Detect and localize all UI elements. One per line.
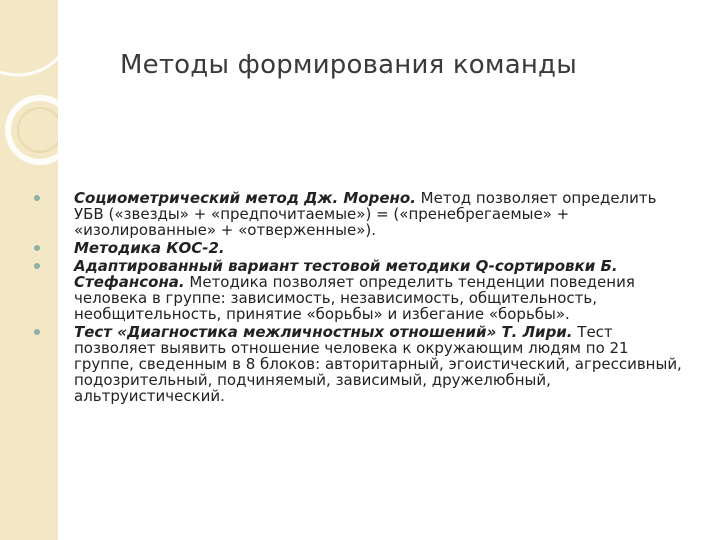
bullet-icon bbox=[28, 324, 74, 340]
item-emphasis: Социометрический метод Дж. Морено. bbox=[74, 189, 416, 207]
item-text bbox=[74, 240, 683, 256]
item-text bbox=[74, 190, 683, 238]
item-body: Метод позволяет определить УБВ («звезды» + «предпочитаемые») = («пренебрегаемые» + «изолированные» + «отверженные»). bbox=[74, 189, 657, 239]
bullet-icon bbox=[28, 258, 74, 274]
slide-title: Методы формирования команды bbox=[120, 50, 577, 80]
item-emphasis: Адаптированный вариант тестовой методики Q-сортировки Б. Стефансона. bbox=[74, 257, 618, 291]
item-emphasis: Тест «Диагностика межличностных отношений» Т. Лири. bbox=[74, 323, 573, 341]
item-emphasis: Методика КОС-2. bbox=[74, 239, 225, 257]
list-item bbox=[28, 240, 683, 256]
item-text bbox=[74, 258, 683, 322]
list-item bbox=[28, 258, 683, 322]
bullet-icon bbox=[28, 190, 74, 206]
item-text bbox=[74, 324, 683, 404]
item-body: Тест позволяет выявить отношение человека к окружающим людям по 21 группе, сведенным в 8 блоков: авторитарный, эгоистический, агрессивный, подозрительный, подчиняемый, зависимый, дружелюбный, альтруистический. bbox=[74, 323, 682, 405]
bullet-list bbox=[28, 190, 683, 406]
list-item bbox=[28, 324, 683, 404]
list-item bbox=[28, 190, 683, 238]
item-body: Методика позволяет определить тенденции поведения человека в группе: зависимость, независимость, общительность, необщительность, принятие «борьбы» и избегание «борьбы». bbox=[74, 273, 635, 323]
bullet-icon bbox=[28, 240, 74, 256]
